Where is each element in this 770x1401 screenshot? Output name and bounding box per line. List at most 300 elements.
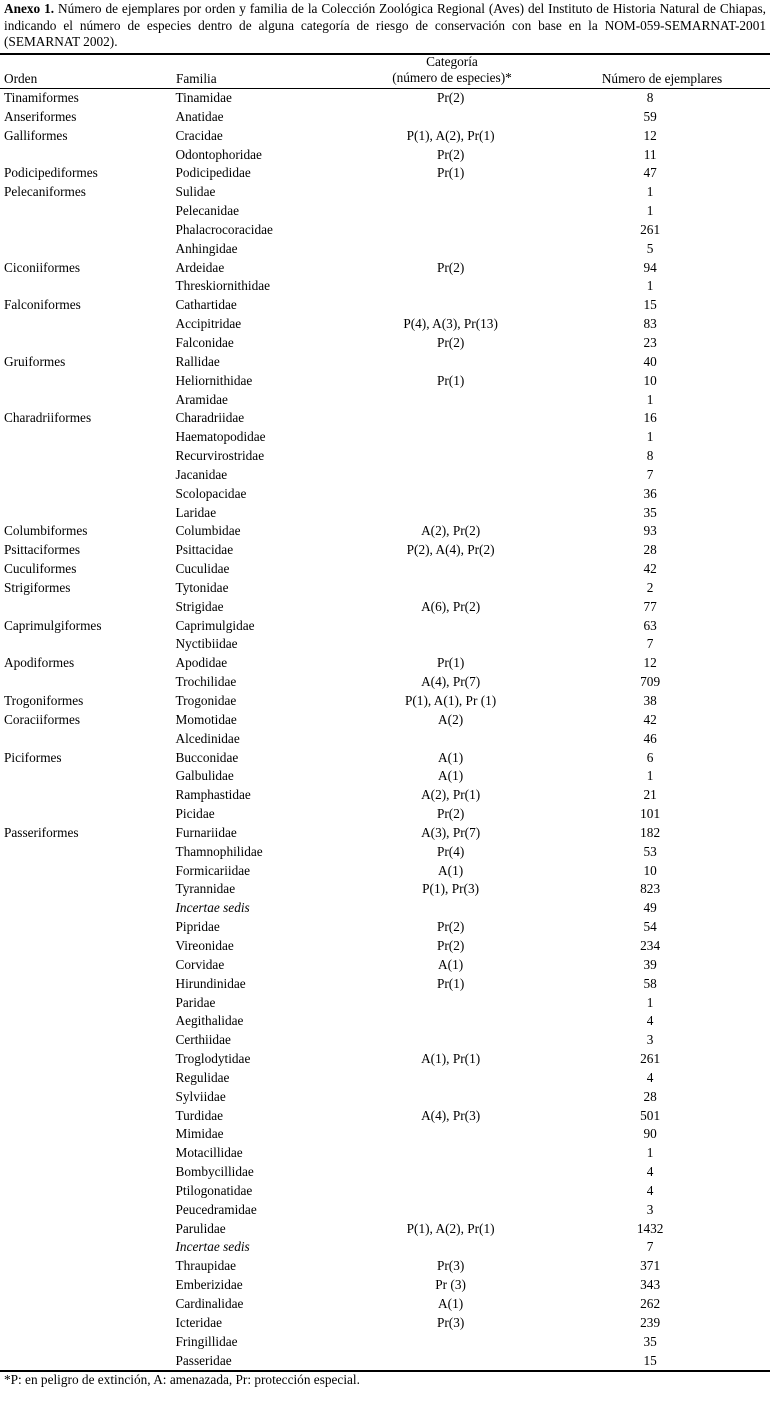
cell-categoria (351, 1182, 550, 1201)
cell-categoria: Pr(2) (436, 937, 465, 953)
cell-numero (550, 1295, 770, 1314)
cell-numero (550, 899, 770, 918)
cell-numero-value: 42 (643, 711, 657, 727)
cell-orden: Podicipediformes (4, 165, 98, 181)
table-row (0, 541, 770, 560)
cell-orden (0, 975, 176, 994)
cell-categoria (351, 1333, 550, 1352)
cell-numero-value: 11 (643, 146, 657, 162)
cell-orden: Caprimulgiformes (4, 617, 102, 633)
table-row (0, 485, 770, 504)
cell-categoria: A(6), Pr(2) (421, 598, 481, 614)
cell-orden (0, 428, 176, 447)
cell-categoria: Pr(2) (436, 90, 465, 105)
cell-categoria: A(4), Pr(7) (421, 674, 481, 690)
cell-categoria: Pr(1) (436, 165, 465, 181)
cell-categoria (351, 296, 550, 315)
cell-numero (550, 428, 770, 447)
table-row (0, 654, 770, 673)
cell-categoria: Pr(2) (436, 146, 465, 162)
cell-numero (550, 146, 770, 165)
cell-orden (0, 918, 176, 937)
cell-numero (550, 315, 770, 334)
cell-numero-value: 28 (643, 542, 657, 558)
cell-orden: Charadriiformes (4, 410, 92, 426)
cell-orden (0, 447, 176, 466)
cell-familia: Icteridae (175, 1314, 223, 1330)
cell-numero (550, 1088, 770, 1107)
cell-numero (550, 447, 770, 466)
cell-numero (550, 1333, 770, 1352)
cell-numero (550, 1182, 770, 1201)
cell-categoria: Pr(1) (436, 655, 465, 671)
data-table (0, 89, 770, 1370)
table-row (0, 1125, 770, 1144)
cell-categoria: P(1), Pr(3) (422, 881, 480, 897)
cell-numero-value: 1 (646, 203, 654, 219)
cell-numero-value: 234 (640, 937, 661, 953)
cell-categoria: P(1), A(2), Pr(1) (406, 127, 495, 143)
table-row (0, 975, 770, 994)
cell-familia: Vireonidae (175, 937, 234, 953)
table-row (0, 1352, 770, 1371)
cell-orden (0, 937, 176, 956)
cell-numero (550, 994, 770, 1013)
cell-familia: Paridae (175, 994, 216, 1010)
cell-categoria (351, 560, 550, 579)
cell-numero-value: 94 (643, 259, 657, 275)
cell-numero-value: 262 (640, 1296, 661, 1311)
cell-familia: Strigidae (175, 598, 224, 614)
table-row (0, 127, 770, 146)
cell-orden (0, 862, 176, 881)
cell-numero-value: 371 (640, 1258, 661, 1274)
cell-categoria: A(1) (438, 1296, 464, 1311)
cell-numero (550, 221, 770, 240)
table-row (0, 259, 770, 278)
table-row (0, 466, 770, 485)
table-row (0, 786, 770, 805)
cell-numero-value: 343 (640, 1277, 661, 1293)
cell-familia: Sylviidae (175, 1088, 226, 1104)
cell-categoria (351, 428, 550, 447)
cell-familia: Sulidae (175, 184, 216, 200)
cell-numero-value: 83 (643, 316, 657, 332)
cell-numero (550, 579, 770, 598)
table-row (0, 1012, 770, 1031)
cell-orden (0, 673, 176, 692)
cell-categoria: A(2), Pr(1) (421, 787, 481, 803)
cell-numero-value: 6 (646, 749, 654, 765)
header-categoria-line1: Categoría (426, 54, 478, 69)
cell-numero-value: 47 (643, 165, 657, 181)
table-row (0, 1088, 770, 1107)
table-row (0, 880, 770, 899)
cell-numero (550, 108, 770, 127)
cell-orden (0, 1238, 176, 1257)
cell-orden (0, 1050, 176, 1069)
cell-numero-value: 4 (646, 1013, 654, 1029)
cell-categoria: Pr(2) (436, 919, 465, 935)
cell-familia: Falconidae (175, 334, 234, 350)
cell-numero (550, 1201, 770, 1220)
table-row (0, 277, 770, 296)
cell-categoria: Pr(1) (436, 975, 465, 991)
table-row (0, 1144, 770, 1163)
table-row (0, 673, 770, 692)
cell-orden (0, 146, 176, 165)
cell-familia: Aramidae (175, 391, 228, 407)
table-row (0, 994, 770, 1013)
cell-numero-value: 7 (646, 466, 654, 482)
cell-numero (550, 1069, 770, 1088)
cell-categoria: A(2) (438, 711, 464, 727)
cell-numero-value: 1 (646, 768, 654, 784)
cell-numero (550, 730, 770, 749)
cell-categoria (351, 409, 550, 428)
cell-categoria (351, 1163, 550, 1182)
cell-orden: Tinamiformes (4, 90, 79, 105)
cell-orden (0, 1201, 176, 1220)
cell-familia: Bombycillidae (175, 1164, 254, 1180)
header-numero: Número de ejemplares (601, 71, 723, 86)
table-row (0, 937, 770, 956)
table-row (0, 409, 770, 428)
cell-familia: Psittacidae (175, 542, 234, 558)
cell-numero-value: 15 (643, 1352, 657, 1368)
cell-categoria (351, 1238, 550, 1257)
table-row (0, 692, 770, 711)
cell-orden (0, 899, 176, 918)
cell-categoria: A(1) (438, 749, 464, 765)
cell-categoria: A(3), Pr(7) (421, 824, 481, 840)
cell-numero-value: 59 (643, 108, 657, 124)
cell-familia: Nyctibiidae (175, 636, 238, 652)
cell-numero (550, 1125, 770, 1144)
cell-familia: Pipridae (175, 919, 220, 935)
cell-familia: Ptilogonatidae (175, 1182, 253, 1198)
cell-numero-value: 8 (646, 448, 654, 464)
cell-familia: Laridae (175, 504, 217, 520)
table-row (0, 1220, 770, 1239)
cell-numero-value: 38 (643, 693, 657, 708)
cell-numero (550, 353, 770, 372)
table-row (0, 899, 770, 918)
cell-numero (550, 767, 770, 786)
cell-familia: Troglodytidae (175, 1051, 251, 1067)
cell-orden (0, 372, 176, 391)
cell-familia: Motacillidae (175, 1145, 243, 1161)
cell-numero (550, 635, 770, 654)
cell-orden (0, 1107, 176, 1126)
cell-familia: Regulidae (175, 1069, 230, 1085)
table-row (0, 1333, 770, 1352)
cell-familia: Tinamidae (175, 90, 232, 105)
cell-categoria (351, 221, 550, 240)
cell-numero-value: 53 (643, 843, 657, 859)
cell-orden (0, 504, 176, 523)
table-row (0, 1314, 770, 1333)
cell-numero-value: 4 (646, 1069, 654, 1085)
cell-numero-value: 7 (646, 636, 654, 652)
cell-orden (0, 315, 176, 334)
cell-orden: Columbiformes (4, 523, 88, 539)
cell-categoria: Pr(3) (436, 1258, 465, 1274)
cell-familia: Incertae sedis (175, 900, 250, 916)
cell-orden (0, 485, 176, 504)
cell-familia: Ardeidae (175, 259, 225, 275)
cell-familia: Accipitridae (175, 316, 242, 332)
cell-orden (0, 786, 176, 805)
cell-numero-value: 182 (640, 824, 661, 840)
cell-numero-value: 46 (643, 730, 657, 746)
cell-categoria (351, 617, 550, 636)
cell-numero (550, 843, 770, 862)
header-familia: Familia (176, 71, 217, 86)
cell-categoria: Pr(1) (436, 372, 465, 388)
table-row (0, 164, 770, 183)
cell-categoria: P(1), A(1), Pr (1) (404, 693, 497, 708)
cell-categoria (351, 183, 550, 202)
cell-numero (550, 1107, 770, 1126)
cell-categoria: Pr(2) (436, 334, 465, 350)
cell-numero (550, 560, 770, 579)
cell-numero (550, 259, 770, 278)
cell-numero (550, 654, 770, 673)
cell-categoria: Pr(2) (436, 806, 465, 822)
cell-orden (0, 1257, 176, 1276)
cell-numero (550, 1050, 770, 1069)
cell-orden (0, 994, 176, 1013)
table-row (0, 522, 770, 541)
cell-numero-value: 35 (643, 1333, 657, 1349)
cell-orden (0, 1352, 176, 1371)
cell-numero (550, 296, 770, 315)
cell-numero-value: 8 (646, 90, 654, 105)
cell-categoria (351, 353, 550, 372)
cell-familia: Anatidae (175, 108, 224, 124)
cell-categoria (351, 1201, 550, 1220)
cell-familia: Podicipedidae (175, 165, 251, 181)
cell-familia: Recurvirostridae (175, 448, 265, 464)
cell-categoria (351, 391, 550, 410)
cell-categoria: P(4), A(3), Pr(13) (403, 316, 498, 332)
cell-familia: Columbidae (175, 523, 241, 539)
cell-numero (550, 786, 770, 805)
cell-numero (550, 372, 770, 391)
cell-familia: Hirundinidae (175, 975, 246, 991)
table-row (0, 504, 770, 523)
cell-categoria: A(1), Pr(1) (421, 1051, 481, 1067)
cell-numero-value: 823 (640, 881, 661, 897)
cell-categoria (351, 108, 550, 127)
cell-numero (550, 862, 770, 881)
cell-categoria (351, 447, 550, 466)
table-row (0, 956, 770, 975)
cell-numero-value: 3 (646, 1201, 654, 1217)
cell-familia: Anhingidae (175, 240, 238, 256)
cell-categoria (351, 1088, 550, 1107)
cell-orden (0, 880, 176, 899)
cell-numero (550, 1144, 770, 1163)
cell-numero (550, 164, 770, 183)
cell-familia: Incertae sedis (175, 1239, 250, 1255)
table-row (0, 560, 770, 579)
cell-numero-value: 5 (646, 240, 654, 256)
cell-categoria (351, 635, 550, 654)
table-row (0, 89, 770, 108)
table-row (0, 1069, 770, 1088)
cell-numero-value: 23 (643, 334, 657, 350)
cell-numero (550, 918, 770, 937)
cell-numero (550, 805, 770, 824)
cell-numero-value: 36 (643, 485, 657, 501)
footnote: *P: en peligro de extinción, A: amenazada, Pr: protección especial. (4, 1372, 360, 1387)
cell-numero-value: 93 (643, 523, 657, 539)
cell-familia: Jacanidae (175, 466, 228, 482)
cell-familia: Certhiidae (175, 1032, 231, 1048)
cell-numero (550, 202, 770, 221)
cell-orden: Psittaciformes (4, 542, 81, 558)
cell-numero-value: 54 (643, 919, 657, 935)
cell-orden: Passeriformes (4, 824, 79, 840)
cell-numero-value: 1 (646, 184, 654, 200)
table-row (0, 918, 770, 937)
cell-numero-value: 16 (643, 410, 657, 426)
table-row (0, 240, 770, 259)
cell-familia: Peucedramidae (175, 1201, 257, 1217)
cell-familia: Trogonidae (175, 693, 237, 708)
cell-categoria: Pr(4) (436, 843, 465, 859)
cell-orden (0, 635, 176, 654)
cell-familia: Fringillidae (175, 1333, 238, 1349)
cell-numero (550, 541, 770, 560)
cell-orden (0, 598, 176, 617)
cell-orden: Apodiformes (4, 655, 75, 671)
cell-orden: Coraciiformes (4, 711, 81, 727)
cell-numero (550, 89, 770, 108)
cell-numero (550, 183, 770, 202)
cell-categoria (351, 466, 550, 485)
cell-orden (0, 1314, 176, 1333)
cell-familia: Parulidae (175, 1220, 226, 1236)
cell-numero (550, 598, 770, 617)
cell-numero (550, 1352, 770, 1371)
cell-categoria: P(1), A(2), Pr(1) (406, 1220, 495, 1236)
cell-orden (0, 1144, 176, 1163)
cell-numero (550, 617, 770, 636)
cell-orden (0, 466, 176, 485)
table-row (0, 183, 770, 202)
table-row (0, 108, 770, 127)
cell-numero (550, 409, 770, 428)
cell-numero (550, 1031, 770, 1050)
cell-orden (0, 334, 176, 353)
cell-numero-value: 1 (646, 391, 654, 407)
cell-numero (550, 1257, 770, 1276)
table-row (0, 1201, 770, 1220)
cell-orden (0, 1031, 176, 1050)
cell-categoria (351, 1012, 550, 1031)
cell-numero-value: 39 (643, 956, 657, 972)
cell-familia: Pelecanidae (175, 203, 239, 219)
table-row (0, 749, 770, 768)
cell-categoria (351, 240, 550, 259)
table-row (0, 1257, 770, 1276)
table-row (0, 711, 770, 730)
cell-familia: Furnariidae (175, 824, 237, 840)
cell-orden: Pelecaniformes (4, 184, 86, 200)
cell-numero-value: 42 (643, 561, 657, 577)
cell-numero-value: 49 (643, 900, 657, 916)
cell-categoria (351, 994, 550, 1013)
cell-categoria (351, 1069, 550, 1088)
cell-numero (550, 504, 770, 523)
cell-categoria: Pr(3) (436, 1314, 465, 1330)
table-row (0, 767, 770, 786)
caption-label: Anexo 1. (4, 1, 55, 16)
cell-familia: Scolopacidae (175, 485, 247, 501)
cell-numero-value: 35 (643, 504, 657, 520)
cell-categoria (351, 504, 550, 523)
cell-familia: Momotidae (175, 711, 237, 727)
cell-orden (0, 1163, 176, 1182)
cell-familia: Passeridae (175, 1352, 232, 1368)
table-row (0, 862, 770, 881)
cell-numero-value: 239 (640, 1314, 661, 1330)
cell-orden: Piciformes (4, 749, 62, 765)
cell-familia: Charadriidae (175, 410, 245, 426)
cell-familia: Tytonidae (175, 579, 229, 595)
table-row (0, 730, 770, 749)
cell-orden: Galliformes (4, 127, 68, 143)
cell-familia: Turdidae (175, 1107, 224, 1123)
table-row (0, 391, 770, 410)
cell-numero-value: 4 (646, 1164, 654, 1180)
cell-familia: Ramphastidae (175, 787, 251, 803)
cell-categoria: A(1) (438, 956, 464, 972)
cell-orden (0, 221, 176, 240)
cell-familia: Thraupidae (175, 1258, 237, 1274)
cell-numero-value: 261 (640, 221, 661, 237)
cell-numero-value: 40 (643, 353, 657, 369)
cell-categoria (351, 730, 550, 749)
table-row (0, 1107, 770, 1126)
cell-numero-value: 2 (646, 579, 654, 595)
cell-numero (550, 1276, 770, 1295)
table-row (0, 146, 770, 165)
table-row (0, 843, 770, 862)
table-row (0, 635, 770, 654)
cell-orden: Gruiformes (4, 353, 66, 369)
cell-orden (0, 1125, 176, 1144)
table-row (0, 1163, 770, 1182)
cell-familia: Emberizidae (175, 1277, 243, 1293)
cell-numero (550, 692, 770, 711)
cell-numero (550, 1012, 770, 1031)
cell-orden (0, 1333, 176, 1352)
table-row (0, 1182, 770, 1201)
cell-categoria: A(4), Pr(3) (421, 1107, 481, 1123)
cell-numero (550, 956, 770, 975)
table-row (0, 353, 770, 372)
table-row (0, 221, 770, 240)
cell-orden (0, 730, 176, 749)
cell-orden (0, 1069, 176, 1088)
header-orden: Orden (4, 71, 38, 86)
cell-familia: Thamnophilidae (175, 843, 263, 859)
table-row (0, 1050, 770, 1069)
